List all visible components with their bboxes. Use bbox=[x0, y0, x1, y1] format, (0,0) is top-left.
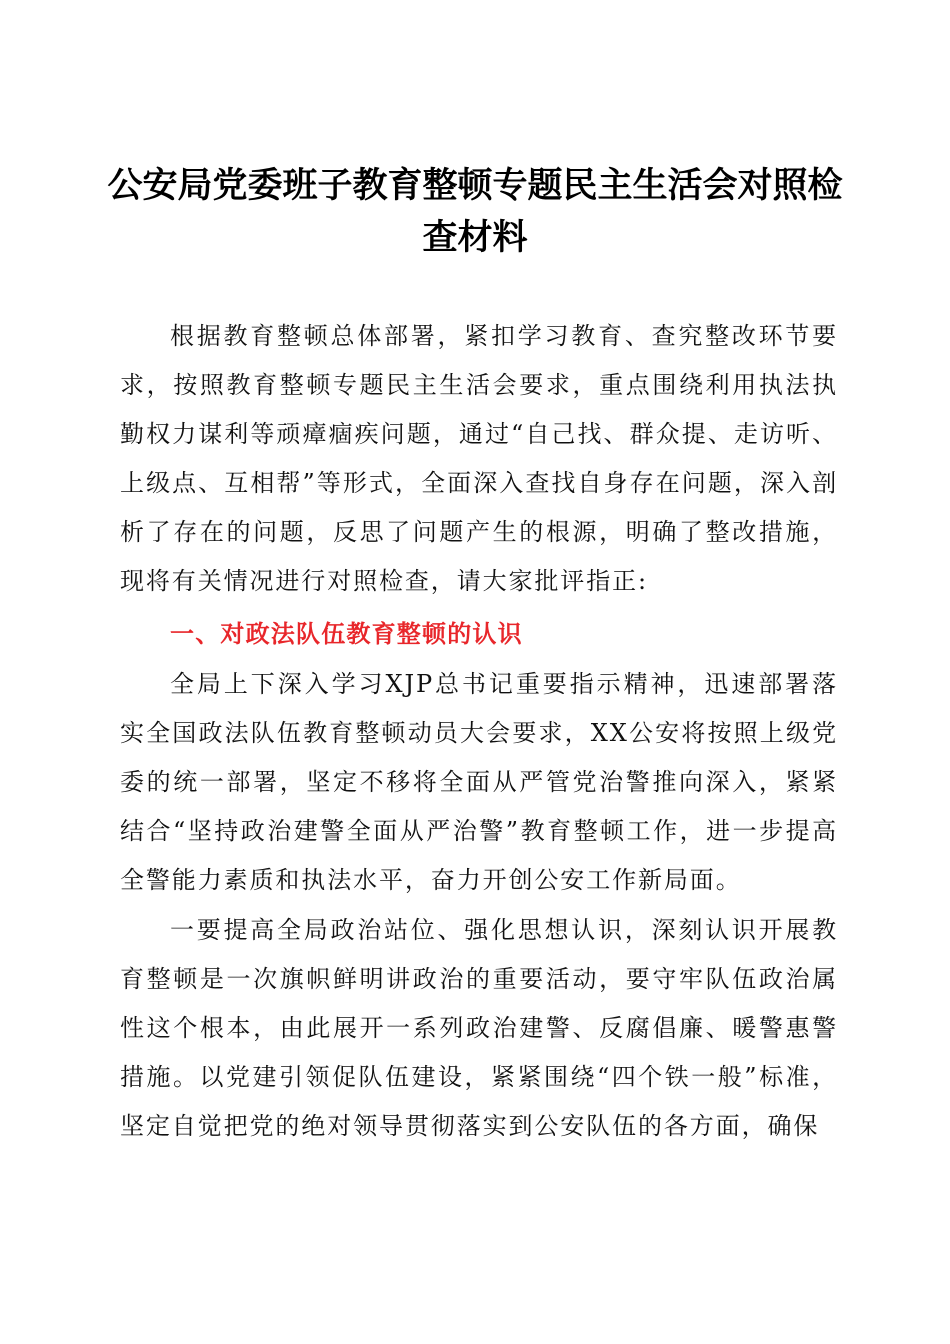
document-title: 公安局党委班子教育整顿专题民主生活会对照检查材料 bbox=[107, 165, 843, 258]
section-heading: 一、对政法队伍教育整顿的认识 bbox=[170, 620, 523, 648]
body-paragraph: 一要提高全局政治站位、强化思想认识，深刻认识开展教育整顿是一次旗帜鲜明讲政治的重要活动，要守牢队伍政治属性这个根本，由此展开一系列政治建警、反腐倡廉、暖警惠警措施。以党建引领促队伍建设，紧紧围绕“四个铁一般”标准，坚定自觉把党的绝对领导贯彻落实到公安队伍的各方面，确保 bbox=[120, 916, 838, 1140]
intro-paragraph: 根据教育整顿总体部署，紧扣学习教育、查究整改环节要求，按照教育整顿专题民主生活会要求，重点围绕利用执法执勤权力谋利等顽瘴痼疾问题，通过“自己找、群众提、走访听、上级点、互相帮”等形式，全面深入查找自身存在问题，深入剖析了存在的问题，反思了问题产生的根源，明确了整改措施，现将有关情况进行对照检查，请大家批评指正: bbox=[120, 322, 838, 595]
body-paragraph: 全局上下深入学习XJP总书记重要指示精神，迅速部署落实全国政法队伍教育整顿动员大会要求，XX公安将按照上级党委的统一部署，坚定不移将全面从严管党治警推向深入，紧紧结合“坚持政治建警全面从严治警”教育整顿工作，进一步提高全警能力素质和执法水平，奋力开创公安工作新局面。 bbox=[120, 670, 838, 894]
